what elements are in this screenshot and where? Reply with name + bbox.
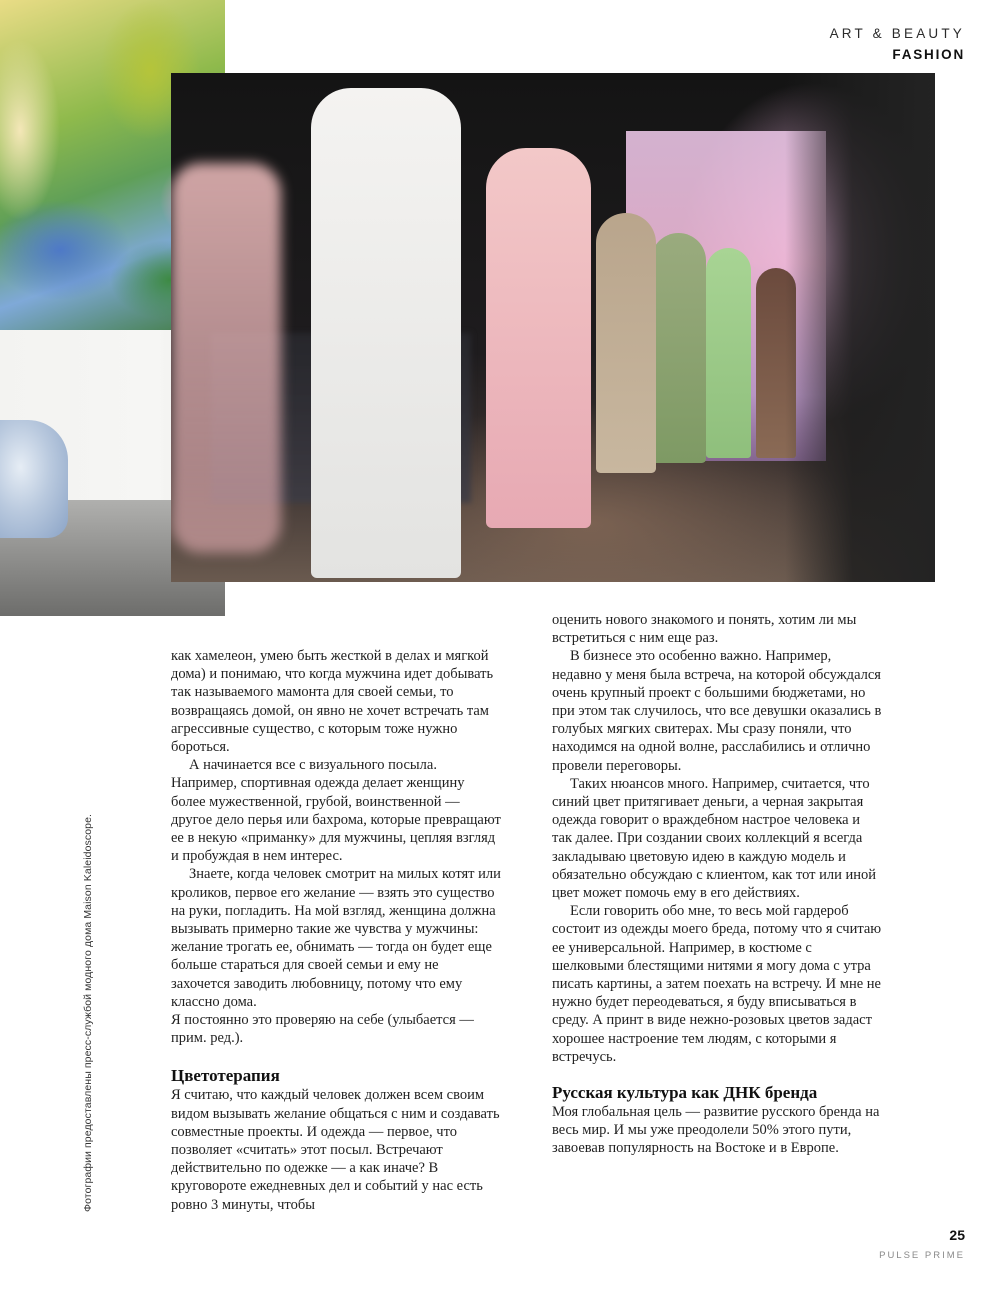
runway-model [596,213,656,473]
paragraph: Моя глобальная цель — развитие русского бренда на весь мир. И мы уже преодолели 50% этого пути, завоевав популярность на Востоке и в Европе. [552,1104,880,1157]
paragraph: Таких нюансов много. Например, считается, что синий цвет притягивает деньги, а черная закрытая одежда говорит о враждебном настрое человека и так далее. При создании своих коллекций я всегда закладываю цветовую идею в каждую модель и обязательно обсуждаю с клиентом, как тот или иной цвет может помочь ему в его действиях. [552,775,877,902]
left-column [171,647,501,1214]
paragraph: Если говорить обо мне, то весь мой гардероб состоит из одежды моего бреда, потому что я считаю ее универсальной. Например, в костюме с шелковыми блестящими нитями я могу дома с утра писать картины, а затем поехать на встречу. И мне не нужно будет переодеваться, я буду вписываться в среду. А принт в виде нежно-розовых цветов задаст хорошее настроение тем людям, с которыми я встречусь. [552,903,882,1065]
section-label: ART & BEAUTY [829,26,965,41]
page-number: 25 [949,1227,965,1243]
section-heading: Цветотерапия [171,1066,280,1086]
paragraph: А начинается все с визуального посыла. Например, спортивная одежда делает женщину более мужественной, грубой, воинственной — другое дело перья или бахрома, которые превращают ее в некую «приманку» для мужчины, цепляя взгляд и пробуждая в нем интерес. [171,757,501,865]
paragraph: Я постоянно это проверяю на себе (улыбается — прим. ред.). [171,1012,474,1047]
runway-model [651,233,706,463]
decorative-stool [0,420,68,538]
foreground-shadow [785,73,935,582]
runway-model [486,148,591,528]
paragraph: как хамелеон, умею быть жесткой в делах и мягкой дома) и понимаю, что когда мужчина идет добывать так называемого мамонта для своей семьи, то возвращаясь домой, он явно не хочет встречать там агрессивные существо, с которым тоже нужно бороться. [171,648,494,756]
runway-photo [171,73,935,582]
motion-blur-model [171,163,281,553]
subsection-label: FASHION [892,47,965,62]
magazine-brand: PULSE PRIME [879,1250,965,1261]
right-column [552,611,882,1158]
runway-model [311,88,461,578]
runway-model [706,248,751,458]
paragraph: Я считаю, что каждый человек должен всем своим видом вызывать желание общаться с ним и создавать совместные проекты. И одежда — первое, что позволяет «считать» этот посыл. Встречают действительно по одежке — а как иначе? В круговороте ежедневных дел и событий у нас есть ровно 3 минуты, чтобы [171,1087,500,1213]
paragraph: В бизнесе это особенно важно. Например, недавно у меня была встреча, на которой обсуждался очень крупный проект с большими бюджетами, но при этом так случилось, что все девушки оказались в голубых мягких свитерах. Мы сразу поняли, что находимся на одной волне, расслабились и отлично провели переговоры. [552,648,882,774]
section-heading: Русская культура как ДНК бренда [552,1083,818,1103]
paragraph: оценить нового знакомого и понять, хотим ли мы встретиться с ним еще раз. [552,612,857,647]
paragraph: Знаете, когда человек смотрит на милых котят или кроликов, первое его желание — взять это существо на руки, погладить. На мой взгляд, женщина должна вызывать примерно такие же чувства у мужчины: желание трогать ее, обнимать — тогда он будет еще больше стараться для своей семьи и ему не захочется заводить любовницу, потому что ему классно дома. [171,866,501,1010]
page-header [830,26,965,62]
photo-credit: Фотографии предоставлены пресс-службой модного дома Maison Kaleidoscope. [82,813,94,1212]
